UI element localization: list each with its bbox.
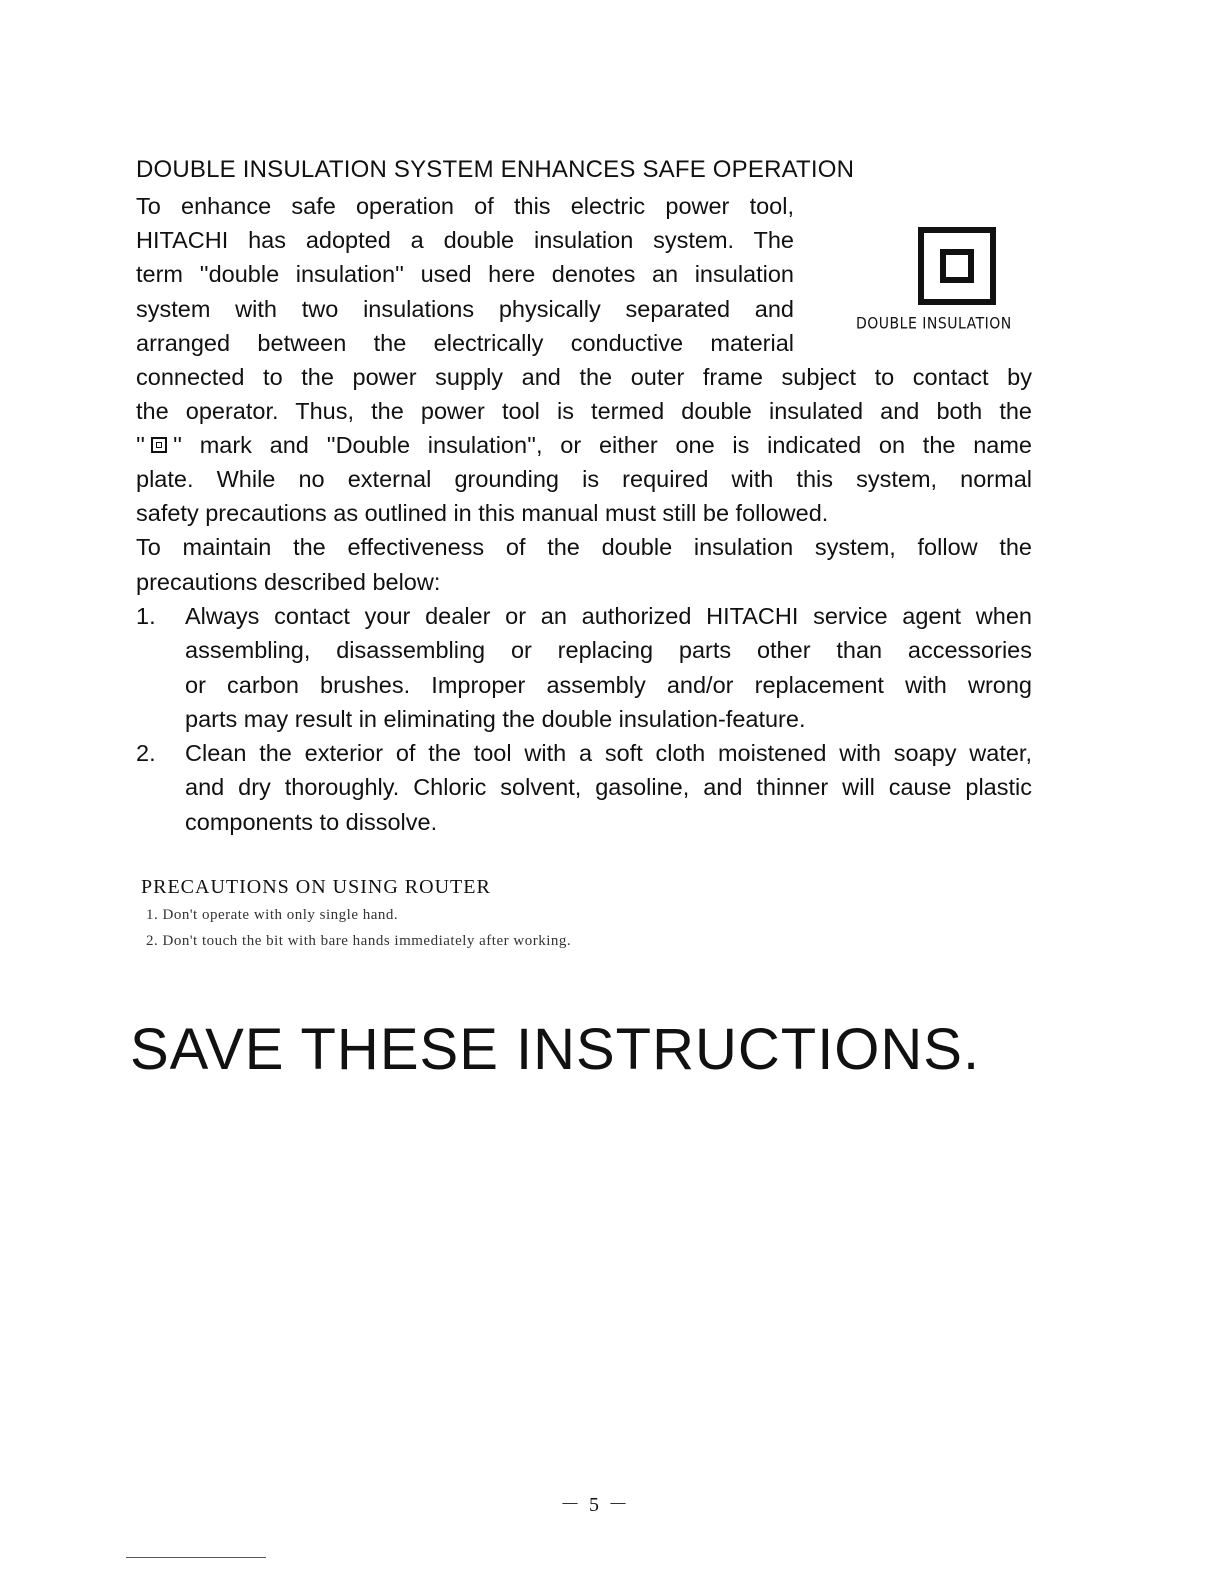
paragraph-line: connected to the power supply and the outer frame subject to contact by: [136, 364, 1032, 390]
paragraph-line: precautions described below:: [136, 569, 441, 595]
list-number: 2.: [136, 740, 156, 766]
paragraph-line: term ''double insulation'' used here denotes an insulation: [136, 261, 794, 287]
list-item-line: components to dissolve.: [185, 809, 438, 835]
page-number: － 5 －: [560, 1494, 630, 1516]
paragraph-line: arranged between the electrically conductive material: [136, 330, 794, 356]
list-item-line: and dry thoroughly. Chloric solvent, gasoline, and thinner will cause plastic: [185, 774, 1032, 800]
list-item-line: assembling, disassembling or replacing parts other than accessories: [185, 637, 1032, 663]
router-precaution-item: 1. Don't operate with only single hand.: [146, 907, 399, 923]
save-instructions-title: SAVE THESE INSTRUCTIONS.: [130, 1017, 981, 1082]
list-item-line: Clean the exterior of the tool with a soft cloth moistened with soapy water,: [185, 740, 1032, 766]
double-insulation-mark-icon: [151, 437, 167, 453]
paragraph-line: To enhance safe operation of this electric power tool,: [136, 193, 794, 219]
paragraph-line: system with two insulations physically separated and: [136, 296, 794, 322]
section-heading-router-precautions: PRECAUTIONS ON USING ROUTER: [141, 876, 491, 898]
paragraph-line-with-mark: [136, 428, 1032, 462]
list-number: 1.: [136, 603, 156, 629]
bottom-rule: [126, 1557, 266, 1558]
paragraph-line: plate. While no external grounding is required with this system, normal: [136, 466, 1032, 492]
list-item-line: parts may result in eliminating the double insulation-feature.: [185, 706, 806, 732]
paragraph-line: safety precautions as outlined in this manual must still be followed.: [136, 500, 829, 526]
router-precaution-item: 2. Don't touch the bit with bare hands immediately after working.: [146, 933, 572, 949]
paragraph-line: HITACHI has adopted a double insulation system. The: [136, 227, 794, 253]
double-insulation-caption: DOUBLE INSULATION: [856, 314, 1012, 334]
list-item-line: or carbon brushes. Improper assembly and/or replacement with wrong: [185, 672, 1032, 698]
mark-line-text: '' mark and ''Double insulation'', or either one is indicated on the name: [172, 432, 1032, 458]
double-insulation-icon: [918, 227, 996, 305]
list-item-line: Always contact your dealer or an authorized HITACHI service agent when: [185, 603, 1032, 629]
section-heading-double-insulation: DOUBLE INSULATION SYSTEM ENHANCES SAFE OPERATION: [136, 156, 855, 183]
paragraph-line: To maintain the effectiveness of the double insulation system, follow the: [136, 534, 1032, 560]
quote-open: '': [136, 432, 145, 458]
paragraph-line: the operator. Thus, the power tool is termed double insulated and both the: [136, 398, 1032, 424]
